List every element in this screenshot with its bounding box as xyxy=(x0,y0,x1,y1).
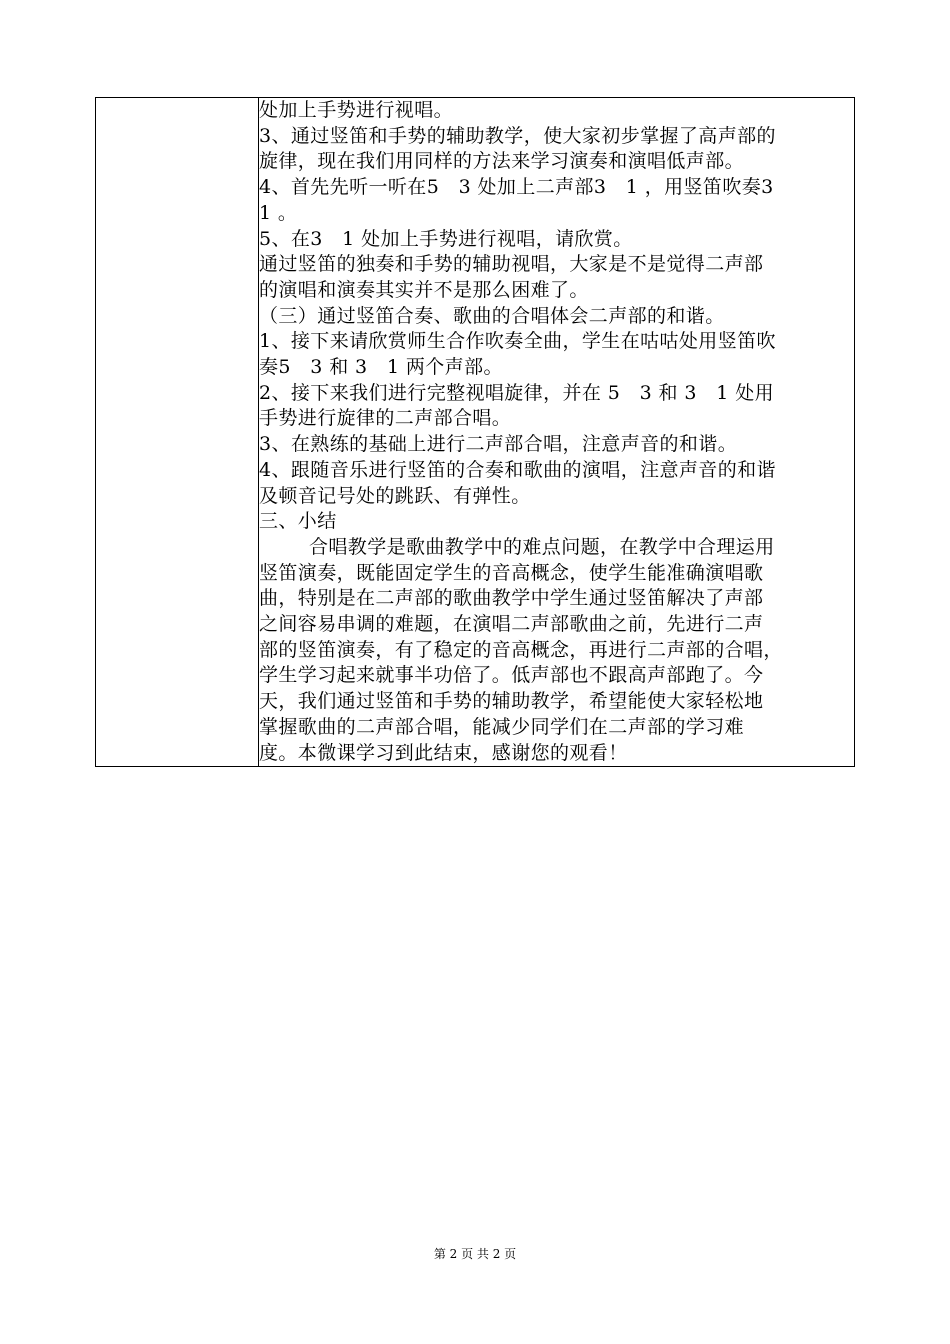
text-line: 奏5 3 和 3 1 两个声部。 xyxy=(259,356,503,379)
table-row xyxy=(96,98,855,767)
text-line: 5、在3 1 处加上手势进行视唱，请欣赏。 xyxy=(259,227,633,250)
text-line: 4、跟随音乐进行竖笛的合奏和歌曲的演唱，注意声音的和谐 xyxy=(259,458,776,481)
text-line: 度。本微课学习到此结束，感谢您的观看！ xyxy=(259,741,628,764)
text-line: 处加上手势进行视唱。 xyxy=(259,99,454,121)
left-empty-cell xyxy=(96,98,259,767)
page-number-footer: 第 2 页 共 2 页 xyxy=(433,1247,517,1261)
text-line: 的演唱和演奏其实并不是那么困难了。 xyxy=(259,278,589,301)
lesson-content-cell xyxy=(259,98,855,767)
text-line: 之间容易串调的难题，在演唱二声部歌曲之前，先进行二声 xyxy=(259,613,764,636)
text-line: 4、首先先听一听在5 3 处加上二声部3 1 ，用竖笛吹奏3 xyxy=(259,176,774,199)
text-line: 学生学习起来就事半功倍了。低声部也不跟高声部跑了。今 xyxy=(259,664,764,687)
text-line: 3、通过竖笛和手势的辅助教学，使大家初步掌握了高声部的 xyxy=(259,124,776,147)
summary-paragraph-start: 合唱教学是歌曲教学中的难点问题，在教学中合理运用 xyxy=(309,535,775,558)
text-line: 及顿音记号处的跳跃、有弹性。 xyxy=(259,484,531,507)
text-line: 掌握歌曲的二声部合唱，能减少同学们在二声部的学习难 xyxy=(259,715,745,738)
text-line: 天，我们通过竖笛和手势的辅助教学，希望能使大家轻松地 xyxy=(259,690,764,713)
text-line: 旋律，现在我们用同样的方法来学习演奏和演唱低声部。 xyxy=(259,150,745,173)
text-line: 曲，特别是在二声部的歌曲教学中学生通过竖笛解决了声部 xyxy=(259,587,764,610)
text-line: 1、接下来请欣赏师生合作吹奏全曲，学生在咕咕处用竖笛吹 xyxy=(259,330,776,353)
text-line: 1 。 xyxy=(259,201,298,224)
text-line: 通过竖笛的独奏和手势的辅助视唱，大家是不是觉得二声部 xyxy=(259,253,764,276)
text-line: 竖笛演奏，既能固定学生的音高概念，使学生能准确演唱歌 xyxy=(259,561,764,584)
lesson-table xyxy=(95,97,855,767)
section-heading: （三）通过竖笛合奏、歌曲的合唱体会二声部的和谐。 xyxy=(259,304,725,327)
text-line: 手势进行旋律的二声部合唱。 xyxy=(259,407,512,430)
section-heading: 三、小结 xyxy=(259,510,337,533)
text-line: 部的竖笛演奏，有了稳定的音高概念，再进行二声部的合唱， xyxy=(259,638,783,661)
text-line: 3、在熟练的基础上进行二声部合唱，注意声音的和谐。 xyxy=(259,433,738,456)
text-line: 2、接下来我们进行完整视唱旋律，并在 5 3 和 3 1 处用 xyxy=(259,381,775,404)
